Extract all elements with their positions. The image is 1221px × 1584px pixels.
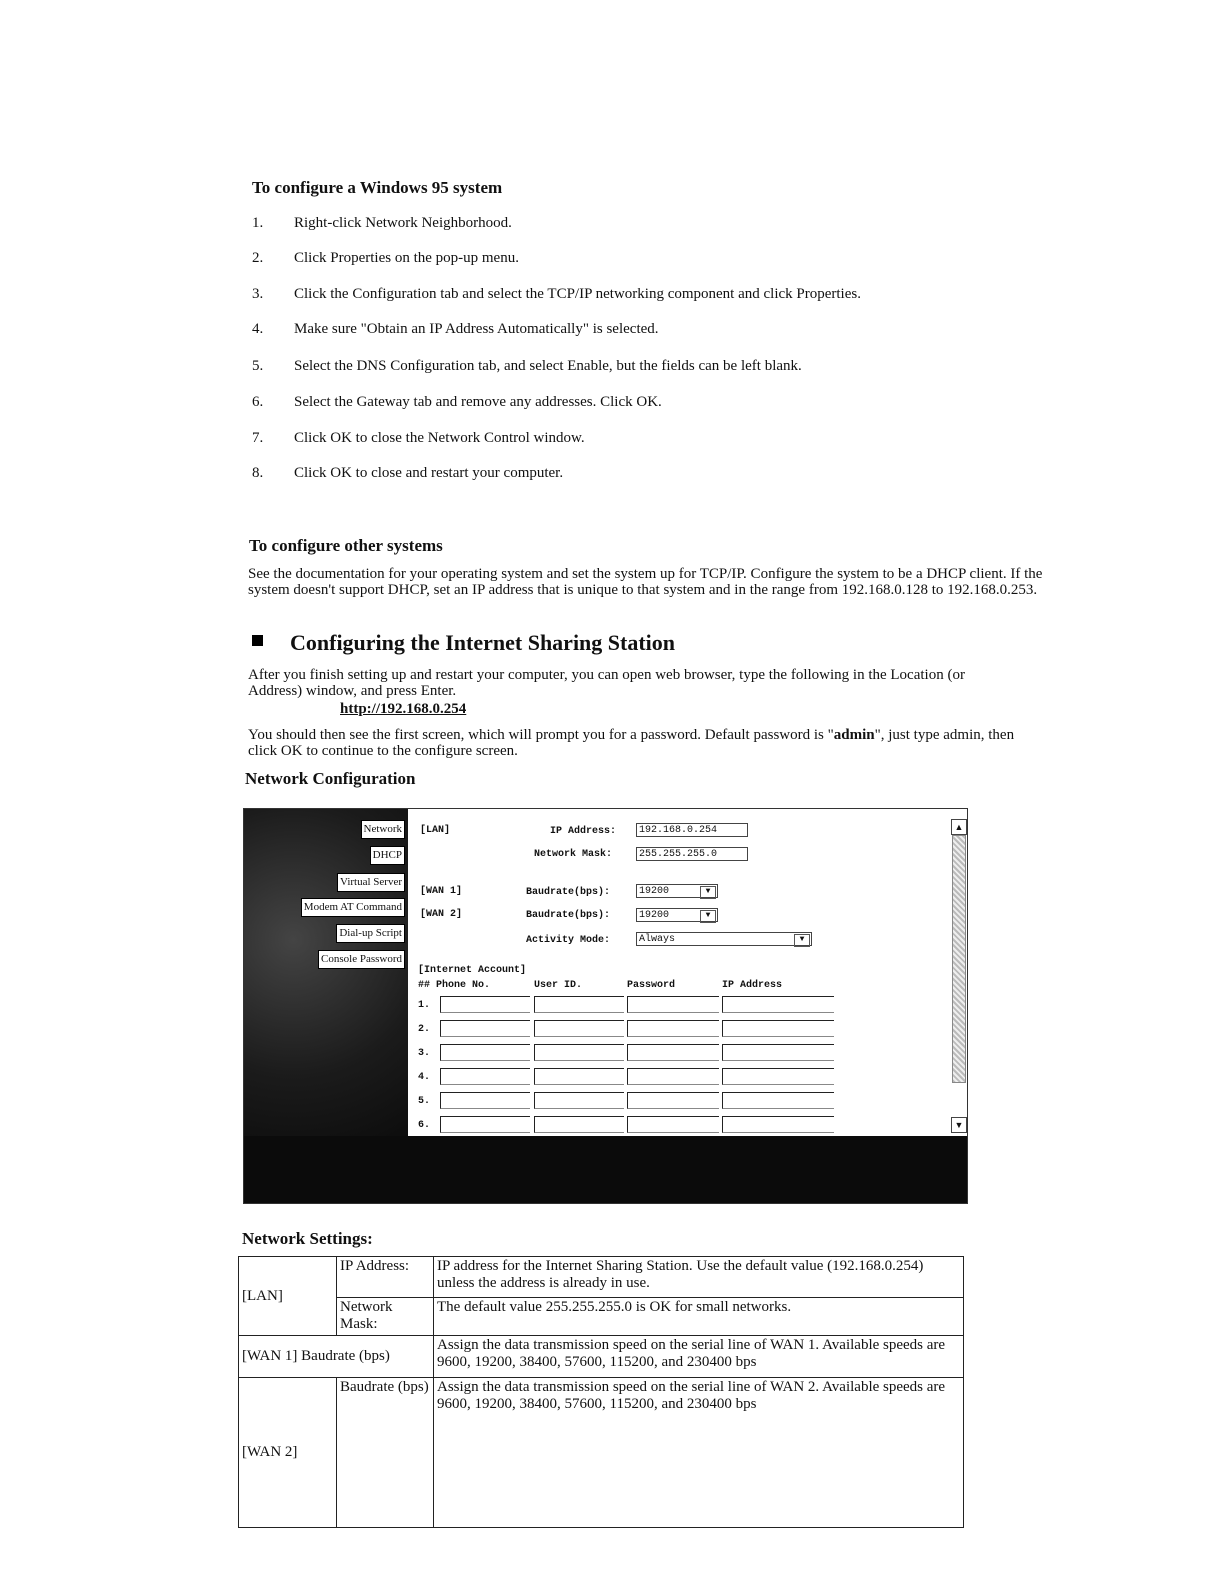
nav-dialup-script[interactable]: Dial-up Script [336,924,405,943]
ip-address-input[interactable] [722,1092,834,1109]
step-number: 8. [252,465,264,481]
wan2-desc: Assign the data transmission speed on the serial line of WAN 2. Available speeds are 9600, 19200, 38400, 57600, 115200, and 230400 bps [434,1378,964,1528]
wan1-tag: [WAN 1] [420,886,463,897]
wan2-baudrate-cell: Baudrate (bps) [337,1378,434,1528]
wan2-baudrate-value: 19200 [639,910,670,921]
activity-mode-value: Always [639,934,676,945]
other-systems-heading: To configure other systems [249,536,443,555]
default-password: admin [833,727,875,743]
user-id-input[interactable] [534,996,624,1013]
station-url-link[interactable]: http://192.168.0.254 [340,701,467,717]
step-number: 7. [252,430,264,446]
password-input[interactable] [627,1116,719,1133]
step-text: Select the Gateway tab and remove any addresses. Click OK. [294,394,662,410]
wan2-baudrate-label: Baudrate(bps): [526,910,611,921]
network-mask-cell: Network Mask: [337,1298,434,1336]
ip-address-field[interactable]: 192.168.0.254 [636,823,748,837]
ip-address-label: IP Address: [550,826,617,837]
step-number: 6. [252,394,264,410]
sharing-heading: Configuring the Internet Sharing Station [290,630,676,655]
ip-address-input[interactable] [722,1068,834,1085]
wan1-baudrate-select[interactable] [636,884,718,898]
col-phone: ## Phone No. [418,980,491,991]
step-item [252,215,1012,233]
scroll-down-icon[interactable]: ▼ [951,1117,967,1133]
wan1-baudrate-label: Baudrate(bps): [526,887,611,898]
password-input[interactable] [627,1068,719,1085]
step-number: 3. [252,286,264,302]
step-item [252,394,1012,412]
step-item [252,358,1012,376]
password-input[interactable] [627,1044,719,1061]
ip-address-desc: IP address for the Internet Sharing Station. Use the default value (192.168.0.254) unless the address is already in use. [434,1257,964,1298]
wan1-desc: Assign the data transmission speed on the serial line of WAN 1. Available speeds are 9600, 19200, 38400, 57600, 115200, and 230400 bps [434,1336,964,1378]
step-item [252,250,1012,268]
wan1-baudrate-cell: [WAN 1] Baudrate (bps) [239,1336,434,1378]
step-text: Click OK to close and restart your computer. [294,465,564,481]
col-ip-address: IP Address [722,980,783,991]
footer-bar [244,1136,968,1204]
network-mask-label: Network Mask: [534,849,613,860]
chevron-down-icon[interactable]: ▼ [700,910,716,923]
sharing-paragraph-2 [248,727,1038,759]
wan2-baudrate-select[interactable] [636,908,718,922]
other-systems-paragraph: See the documentation for your operating system and set the system up for TCP/IP. Configure the system to be a DHCP client. If the system doesn't support DHCP, set an IP address that is unique to that system and in the range from 192.168.0.128 to 192.168.0.253. [248,566,1043,598]
step-text: Select the DNS Configuration tab, and select Enable, but the fields can be left blank. [294,358,802,374]
wan2-cell: [WAN 2] [239,1378,337,1528]
win95-heading: To configure a Windows 95 system [252,178,503,197]
user-id-input[interactable] [534,1044,624,1061]
config-screenshot [243,808,968,1204]
account-row-number: 2. [418,1024,431,1035]
ip-address-input[interactable] [722,1116,834,1133]
step-item [252,286,1012,304]
phone-input[interactable] [440,1116,530,1133]
col-password: Password [627,980,676,991]
step-item [252,430,1012,448]
user-id-input[interactable] [534,1116,624,1133]
step-text: Click Properties on the pop-up menu. [294,250,519,266]
step-text: Click OK to close the Network Control window. [294,430,585,446]
step-text: Right-click Network Neighborhood. [294,215,512,231]
account-row-number: 6. [418,1120,431,1131]
step-number: 2. [252,250,264,266]
user-id-input[interactable] [534,1068,624,1085]
ip-address-input[interactable] [722,996,834,1013]
account-row-number: 5. [418,1096,431,1107]
account-row-number: 3. [418,1048,431,1059]
section-bullet [252,633,263,651]
step-text: Click the Configuration tab and select the TCP/IP networking component and click Properties. [294,286,861,302]
ip-address-input[interactable] [722,1020,834,1037]
step-item [252,321,1012,339]
phone-input[interactable] [440,1020,530,1037]
lan-cell: [LAN] [239,1257,337,1336]
ip-address-input[interactable] [722,1044,834,1061]
network-mask-field[interactable]: 255.255.255.0 [636,847,748,861]
step-number: 1. [252,215,264,231]
password-input[interactable] [627,1092,719,1109]
nav-network[interactable]: Network [361,820,406,839]
step-item [252,465,1012,483]
lan-tag: [LAN] [420,825,451,836]
nav-console-password[interactable]: Console Password [318,950,405,969]
nav-dhcp[interactable]: DHCP [370,846,405,865]
ip-address-cell: IP Address: [337,1257,434,1298]
user-id-input[interactable] [534,1020,624,1037]
para2-before: You should then see the first screen, which will prompt you for a password. Default password is " [248,727,834,743]
wan1-baudrate-value: 19200 [639,886,670,897]
chevron-down-icon[interactable]: ▼ [794,934,810,947]
password-input[interactable] [627,1020,719,1037]
activity-mode-label: Activity Mode: [526,935,611,946]
network-settings-heading: Network Settings: [242,1229,373,1248]
sidebar [244,809,408,1136]
phone-input[interactable] [440,1068,530,1085]
network-mask-desc: The default value 255.255.255.0 is OK for small networks. [434,1298,964,1336]
account-row-number: 4. [418,1072,431,1083]
phone-input[interactable] [440,996,530,1013]
network-configuration-heading: Network Configuration [245,769,416,788]
para2-after: ", just type admin, then click OK to continue to the configure screen. [248,727,1015,759]
step-number: 4. [252,321,264,337]
col-user-id: User ID. [534,980,583,991]
activity-mode-select[interactable] [636,932,812,946]
chevron-down-icon[interactable]: ▼ [700,886,716,899]
nav-virtual-server[interactable]: Virtual Server [337,873,405,892]
scroll-up-icon[interactable]: ▲ [951,819,967,835]
nav-modem-at-command[interactable]: Modem AT Command [301,898,405,917]
scroll-track[interactable] [952,835,966,1083]
wan2-tag: [WAN 2] [420,909,463,920]
phone-input[interactable] [440,1092,530,1109]
account-row-number: 1. [418,1000,431,1011]
password-input[interactable] [627,996,719,1013]
internet-account-tag: [Internet Account] [418,965,527,976]
scrollbar[interactable] [950,819,966,1134]
phone-input[interactable] [440,1044,530,1061]
sharing-paragraph-1: After you finish setting up and restart your computer, you can open web browser, type the following in the Location (or Address) window, and press Enter. [248,667,965,699]
step-text: Make sure "Obtain an IP Address Automatically" is selected. [294,321,659,337]
step-number: 5. [252,358,264,374]
user-id-input[interactable] [534,1092,624,1109]
network-settings-table [238,1256,964,1528]
